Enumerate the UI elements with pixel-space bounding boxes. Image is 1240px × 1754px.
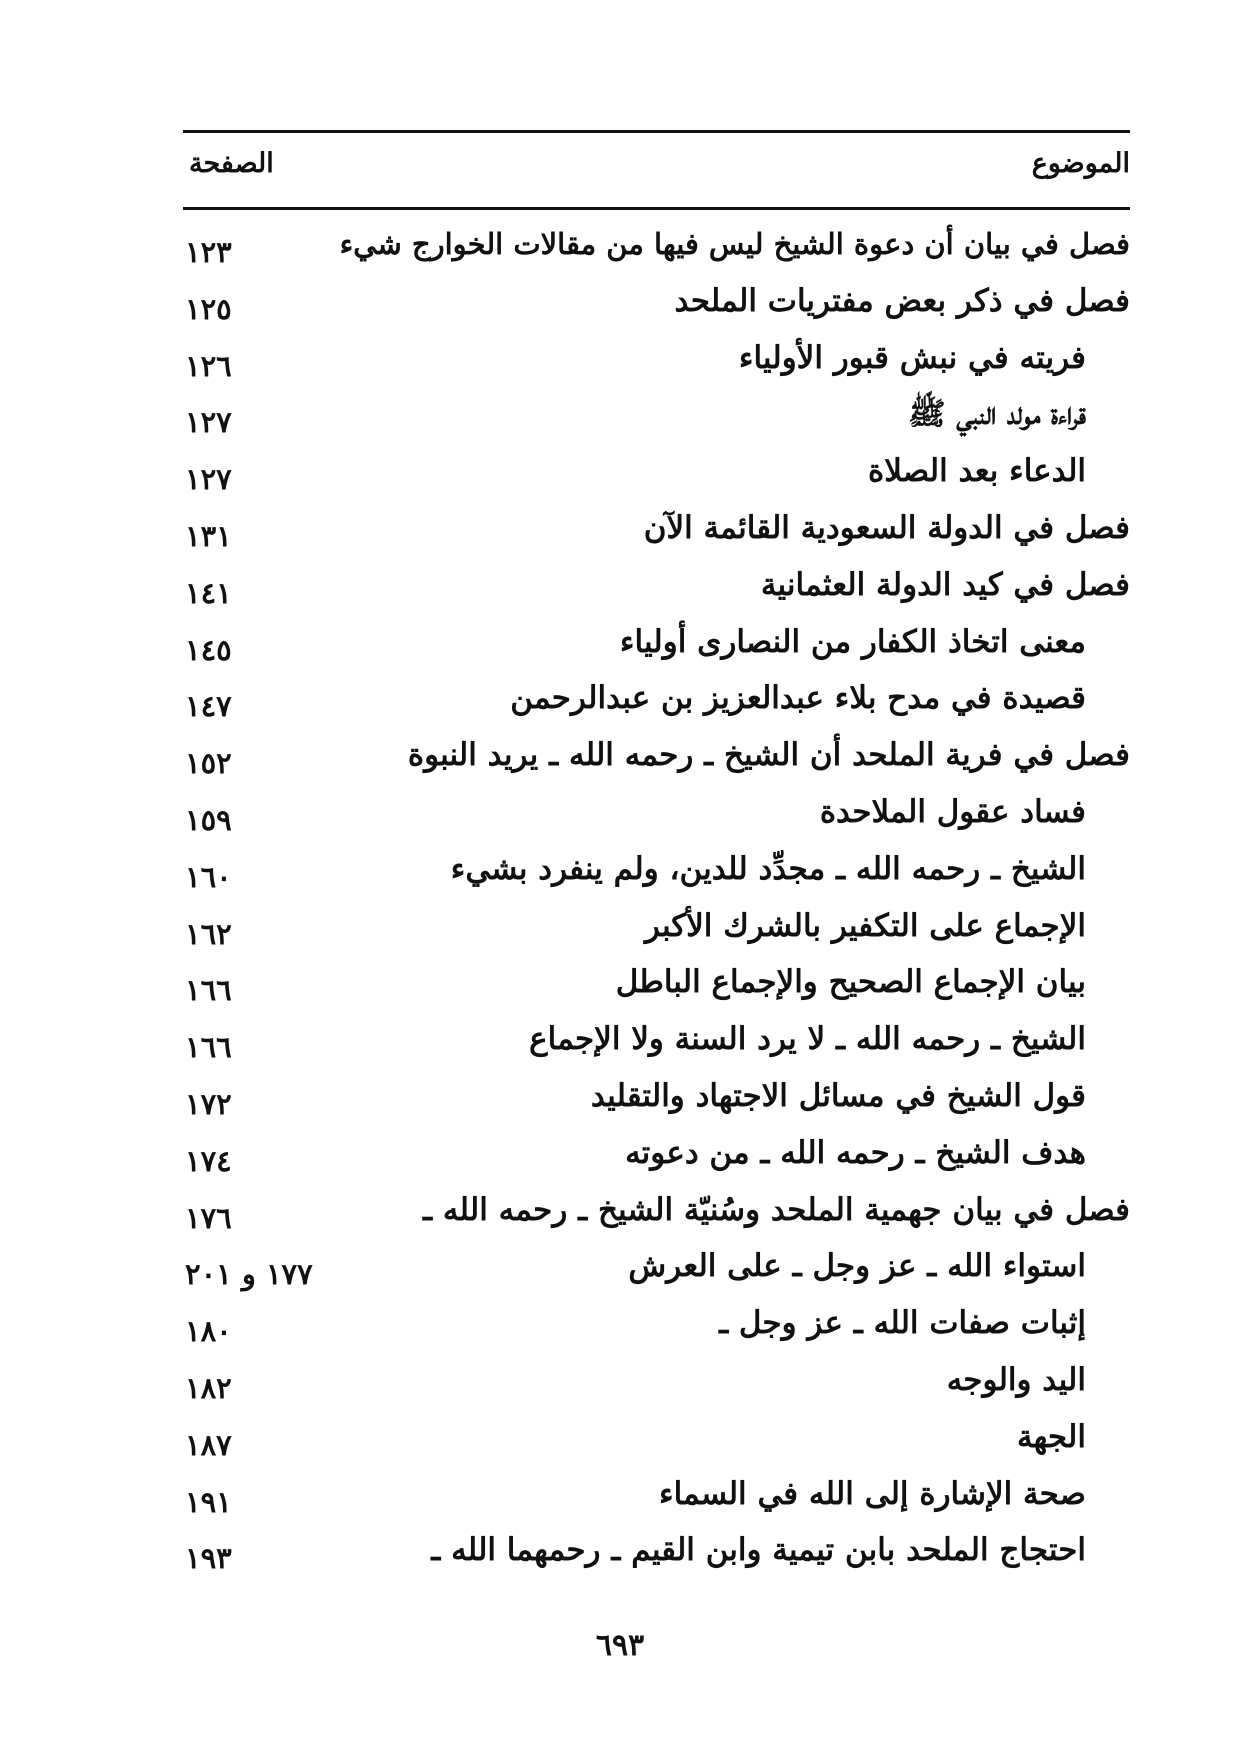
- toc-entry-page: ١٧٢: [185, 1086, 232, 1121]
- toc-entry: [183, 326, 1130, 383]
- toc-entry: [183, 894, 1130, 951]
- toc-entry-page: ١٢٦: [185, 348, 232, 383]
- table-of-contents: [183, 212, 1130, 1575]
- toc-entry-title: قول الشيخ في مسائل الاجتهاد والتقليد: [590, 1077, 1086, 1114]
- page-number: ٦٩٣: [595, 1628, 645, 1663]
- toc-entry-page: ١٨٠: [185, 1314, 232, 1349]
- toc-entry: [183, 610, 1130, 667]
- toc-entry: [183, 382, 1130, 439]
- toc-entry-page: ١٥٢: [185, 746, 232, 781]
- toc-entry: [183, 950, 1130, 1007]
- toc-entry-page: ١٩٣: [185, 1541, 232, 1576]
- toc-entry-title: فصل في فرية الملحد أن الشيخ ـ رحمه الله ـ يريد النبوة: [407, 737, 1130, 774]
- toc-entry-title: احتجاج الملحد بابن تيمية وابن القيم ـ رحمهما الله ـ: [431, 1532, 1086, 1569]
- toc-entry: [183, 1234, 1130, 1291]
- toc-entry-title: الإجماع على التكفير بالشرك الأكبر: [644, 907, 1086, 944]
- toc-entry-page: ١٦٢: [185, 916, 232, 951]
- toc-entry-title: الدعاء بعد الصلاة: [868, 453, 1086, 490]
- toc-entry-title: الشيخ ـ رحمه الله ـ لا يرد السنة ولا الإجماع: [529, 1021, 1086, 1058]
- toc-entry-title: هدف الشيخ ـ رحمه الله ـ من دعوته: [625, 1134, 1086, 1171]
- toc-entry-page: ١٨٢: [185, 1370, 232, 1405]
- toc-entry-page: ١٤١: [185, 575, 232, 610]
- toc-entry-title: فصل في ذكر بعض مفتريات الملحد: [674, 282, 1130, 319]
- toc-entry-page: ١٨٧: [185, 1427, 232, 1462]
- toc-entry-page: ١٧٤: [185, 1143, 232, 1178]
- toc-entry: [183, 1348, 1130, 1405]
- toc-entry-title: معنى اتخاذ الكفار من النصارى أولياء: [619, 623, 1086, 660]
- toc-entry-page: ١٦٠: [185, 859, 232, 894]
- toc-entry-title: إثبات صفات الله ـ عز وجل ـ: [719, 1305, 1086, 1342]
- toc-entry-title: استواء الله ـ عز وجل ـ على العرش: [628, 1248, 1086, 1285]
- header-rule: [183, 207, 1130, 210]
- toc-entry: [183, 553, 1130, 610]
- toc-entry: [183, 1405, 1130, 1462]
- toc-entry: [183, 212, 1130, 269]
- toc-entry-title: الجهة: [1017, 1418, 1086, 1455]
- toc-entry-page: ١٦٦: [185, 973, 232, 1008]
- toc-entry-page: ١٩١: [185, 1484, 232, 1519]
- toc-entry: [183, 1121, 1130, 1178]
- toc-entry-page: ١٢٧: [185, 462, 232, 497]
- toc-entry-page: ١٤٧: [185, 689, 232, 724]
- toc-entry-title: فريته في نبش قبور الأولياء: [738, 339, 1086, 376]
- toc-entry-title: اليد والوجه: [946, 1361, 1086, 1398]
- toc-entry-title: بيان الإجماع الصحيح والإجماع الباطل: [615, 964, 1086, 1001]
- toc-entry-title: الشيخ ـ رحمه الله ـ مجدِّد للدين، ولم ينفرد بشيء: [450, 850, 1086, 887]
- toc-entry-page: ١٧٦: [185, 1200, 232, 1235]
- toc-entry-page: ١٥٩: [185, 802, 232, 837]
- toc-entry-page: ١٦٦: [185, 1030, 232, 1065]
- toc-entry: [183, 780, 1130, 837]
- toc-entry-title: فساد عقول الملاحدة: [819, 793, 1086, 830]
- table-header: [183, 148, 1130, 192]
- toc-entry: [183, 723, 1130, 780]
- toc-entry: [183, 496, 1130, 553]
- toc-entry-page: ١٢٣: [185, 235, 232, 269]
- toc-entry: [183, 1462, 1130, 1519]
- toc-entry-page: ١٢٧: [185, 405, 232, 440]
- toc-entry-title: قصيدة في مدح بلاء عبدالعزيز بن عبدالرحمن: [510, 680, 1086, 717]
- top-rule: [183, 130, 1130, 133]
- toc-entry-title: صحة الإشارة إلى الله في السماء: [659, 1475, 1086, 1512]
- toc-entry: [183, 1178, 1130, 1235]
- page-column-label: الصفحة: [189, 148, 274, 179]
- toc-entry: [183, 837, 1130, 894]
- toc-entry-title: فصل في كيد الدولة العثمانية: [760, 566, 1130, 603]
- toc-entry: [183, 269, 1130, 326]
- toc-entry-title: قراءة مولد النبي ﷺ: [908, 396, 1086, 433]
- toc-entry-page: ١٢٥: [185, 291, 232, 326]
- toc-entry-page: ١٤٥: [185, 632, 232, 667]
- toc-entry: [183, 1064, 1130, 1121]
- toc-entry: [183, 666, 1130, 723]
- toc-entry-title: فصل في بيان أن دعوة الشيخ ليس فيها من مقالات الخوارج شيء: [339, 227, 1130, 261]
- toc-entry-page: ١٧٧ و ٢٠١: [185, 1257, 313, 1292]
- topic-column-label: الموضوع: [1031, 148, 1130, 179]
- toc-entry-page: ١٣١: [185, 518, 232, 553]
- toc-entry: [183, 1518, 1130, 1575]
- toc-entry: [183, 439, 1130, 496]
- toc-entry: [183, 1007, 1130, 1064]
- toc-entry-title: فصل في بيان جهمية الملحد وسُنيّة الشيخ ـ رحمه الله ـ: [423, 1191, 1130, 1228]
- toc-entry: [183, 1291, 1130, 1348]
- toc-entry-title: فصل في الدولة السعودية القائمة الآن: [643, 509, 1130, 546]
